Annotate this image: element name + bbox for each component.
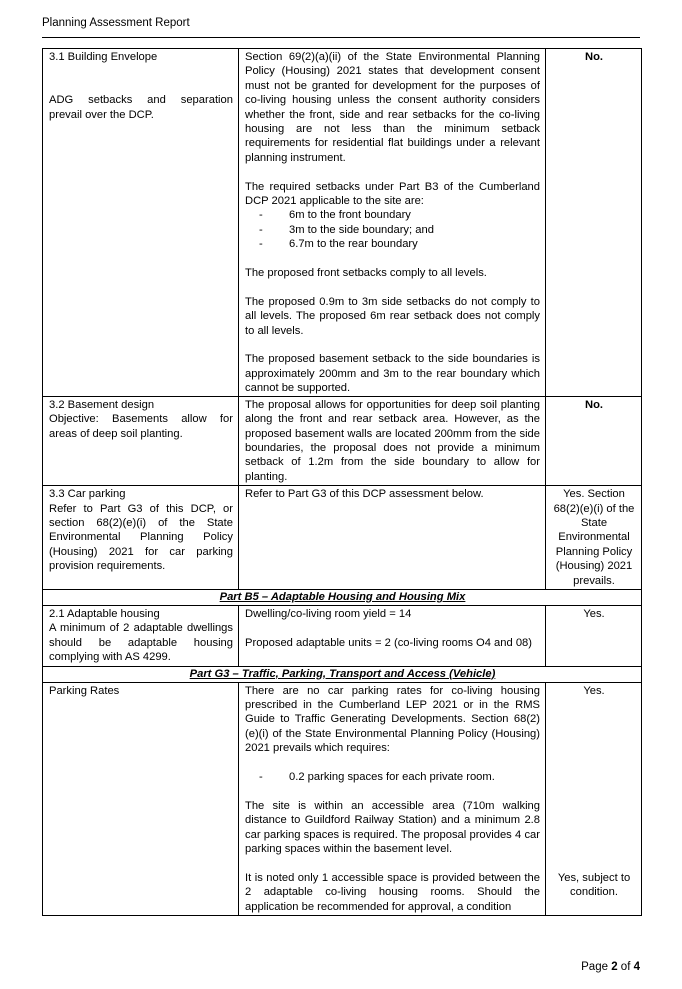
control-cell bbox=[43, 605, 239, 666]
page-current: 2 bbox=[611, 961, 618, 973]
assessment-cell: Refer to Part G3 of this DCP assessment below. bbox=[239, 486, 546, 590]
compliance-cell bbox=[546, 682, 642, 915]
control-cell bbox=[43, 486, 239, 590]
assessment-cell: The proposal allows for opportunities for deep soil planting along the front and rear setback area. However, as the proposed basement walls are located 200mm from the side boundaries, the proposal does not provide a minimum setback of 1.2m from the side boundary to allow for planting. bbox=[239, 396, 546, 485]
compliance-cell: No. bbox=[546, 49, 642, 397]
list-item: - 6.7m to the rear boundary bbox=[259, 237, 540, 251]
control-title: 3.2 Basement design bbox=[49, 398, 155, 411]
page-number bbox=[581, 960, 640, 974]
assessment-line: Proposed adaptable units = 2 (co-living rooms O4 and 08) bbox=[245, 636, 533, 649]
table-row bbox=[43, 49, 642, 397]
control-objective: Objective: Basements allow for areas of deep soil planting. bbox=[49, 413, 233, 440]
list-item: - 6m to the front boundary bbox=[259, 208, 540, 222]
assessment-table bbox=[42, 48, 642, 916]
page-prefix: Page bbox=[581, 961, 612, 973]
assessment-cell bbox=[239, 682, 546, 915]
list-item: - 3m to the side boundary; and bbox=[259, 223, 540, 237]
parking-list bbox=[245, 770, 540, 784]
control-title: Parking Rates bbox=[49, 684, 120, 697]
control-text: A minimum of 2 adaptable dwellings should be adaptable housing complying with AS 4299. bbox=[49, 622, 233, 664]
header-title: Planning Assessment Report bbox=[42, 17, 190, 29]
control-cell bbox=[43, 49, 239, 397]
control-cell bbox=[43, 396, 239, 485]
section-heading-row bbox=[43, 589, 642, 605]
assessment-paragraph: The required setbacks under Part B3 of the Cumberland DCP 2021 applicable to the site are: bbox=[245, 180, 540, 208]
table-row bbox=[43, 486, 642, 590]
control-cell bbox=[43, 682, 239, 915]
compliance-cell: No. bbox=[546, 396, 642, 485]
assessment-paragraph: There are no car parking rates for co-living housing prescribed in the Cumberland LEP 2021 or in the RMS Guide to Traffic Generating Developments. Section 68(2)(e)(i) of the State Environmental Planning Policy (Housing) 2021 prevails which requires: bbox=[245, 684, 540, 755]
control-title: 3.3 Car parking bbox=[49, 488, 126, 501]
table-row bbox=[43, 396, 642, 485]
list-item: - 0.2 parking spaces for each private room. bbox=[259, 770, 540, 784]
compliance-cell: Yes. Section 68(2)(e)(i) of the State Environmental Planning Policy (Housing) 2021 prevails. bbox=[546, 486, 642, 590]
compliance-result: Yes. bbox=[583, 684, 605, 697]
assessment-paragraph: The proposed front setbacks comply to all levels. bbox=[245, 267, 487, 280]
assessment-paragraph: The proposed basement setback to the side boundaries is approximately 200mm and 3m to the rear boundary which cannot be supported. bbox=[245, 353, 540, 395]
control-note: ADG setbacks and separation prevail over the DCP. bbox=[49, 94, 233, 121]
table-row bbox=[43, 605, 642, 666]
assessment-cell bbox=[239, 49, 546, 397]
assessment-paragraph: The proposed 0.9m to 3m side setbacks do not comply to all levels. The proposed 6m rear setback does not comply to all levels. bbox=[245, 295, 540, 337]
page-total: 4 bbox=[633, 961, 640, 973]
control-title: 3.1 Building Envelope bbox=[49, 51, 158, 63]
section-heading-row bbox=[43, 666, 642, 682]
assessment-line: Dwelling/co-living room yield = 14 bbox=[245, 607, 412, 620]
control-title: 2.1 Adaptable housing bbox=[49, 607, 160, 620]
page-sep: of bbox=[617, 961, 634, 973]
assessment-paragraph: The site is within an accessible area (710m walking distance to Guildford Railway Station) and a minimum 2.8 car parking spaces is required. The proposal provides 4 car parking spaces within the basement level. bbox=[245, 799, 540, 856]
compliance-cell: Yes. bbox=[546, 605, 642, 666]
table-row bbox=[43, 682, 642, 915]
compliance-result: Yes, subject to condition. bbox=[557, 872, 631, 899]
section-heading: Part B5 – Adaptable Housing and Housing Mix bbox=[43, 589, 642, 605]
header-rule bbox=[42, 37, 640, 38]
assessment-cell bbox=[239, 605, 546, 666]
section-heading: Part G3 – Traffic, Parking, Transport and Access (Vehicle) bbox=[43, 666, 642, 682]
assessment-paragraph: It is noted only 1 accessible space is provided between the 2 adaptable co-living housing rooms. Should the application be recommended for approval, a condition bbox=[245, 871, 540, 913]
setback-list bbox=[245, 208, 540, 251]
assessment-paragraph: Section 69(2)(a)(ii) of the State Environmental Planning Policy (Housing) 2021 states that development consent must not be granted for development for the purposes of co-living housing unless the consent authority considers whether the front, side and rear setbacks for the co-living housing are not less than the minimum setback requirements for residential flat buildings under a relevant planning instrument. bbox=[245, 51, 540, 164]
control-text: Refer to Part G3 of this DCP, or section 68(2)(e)(i) of the State Environmental Planning Policy (Housing) 2021 for car parking provision requirements. bbox=[49, 502, 233, 573]
